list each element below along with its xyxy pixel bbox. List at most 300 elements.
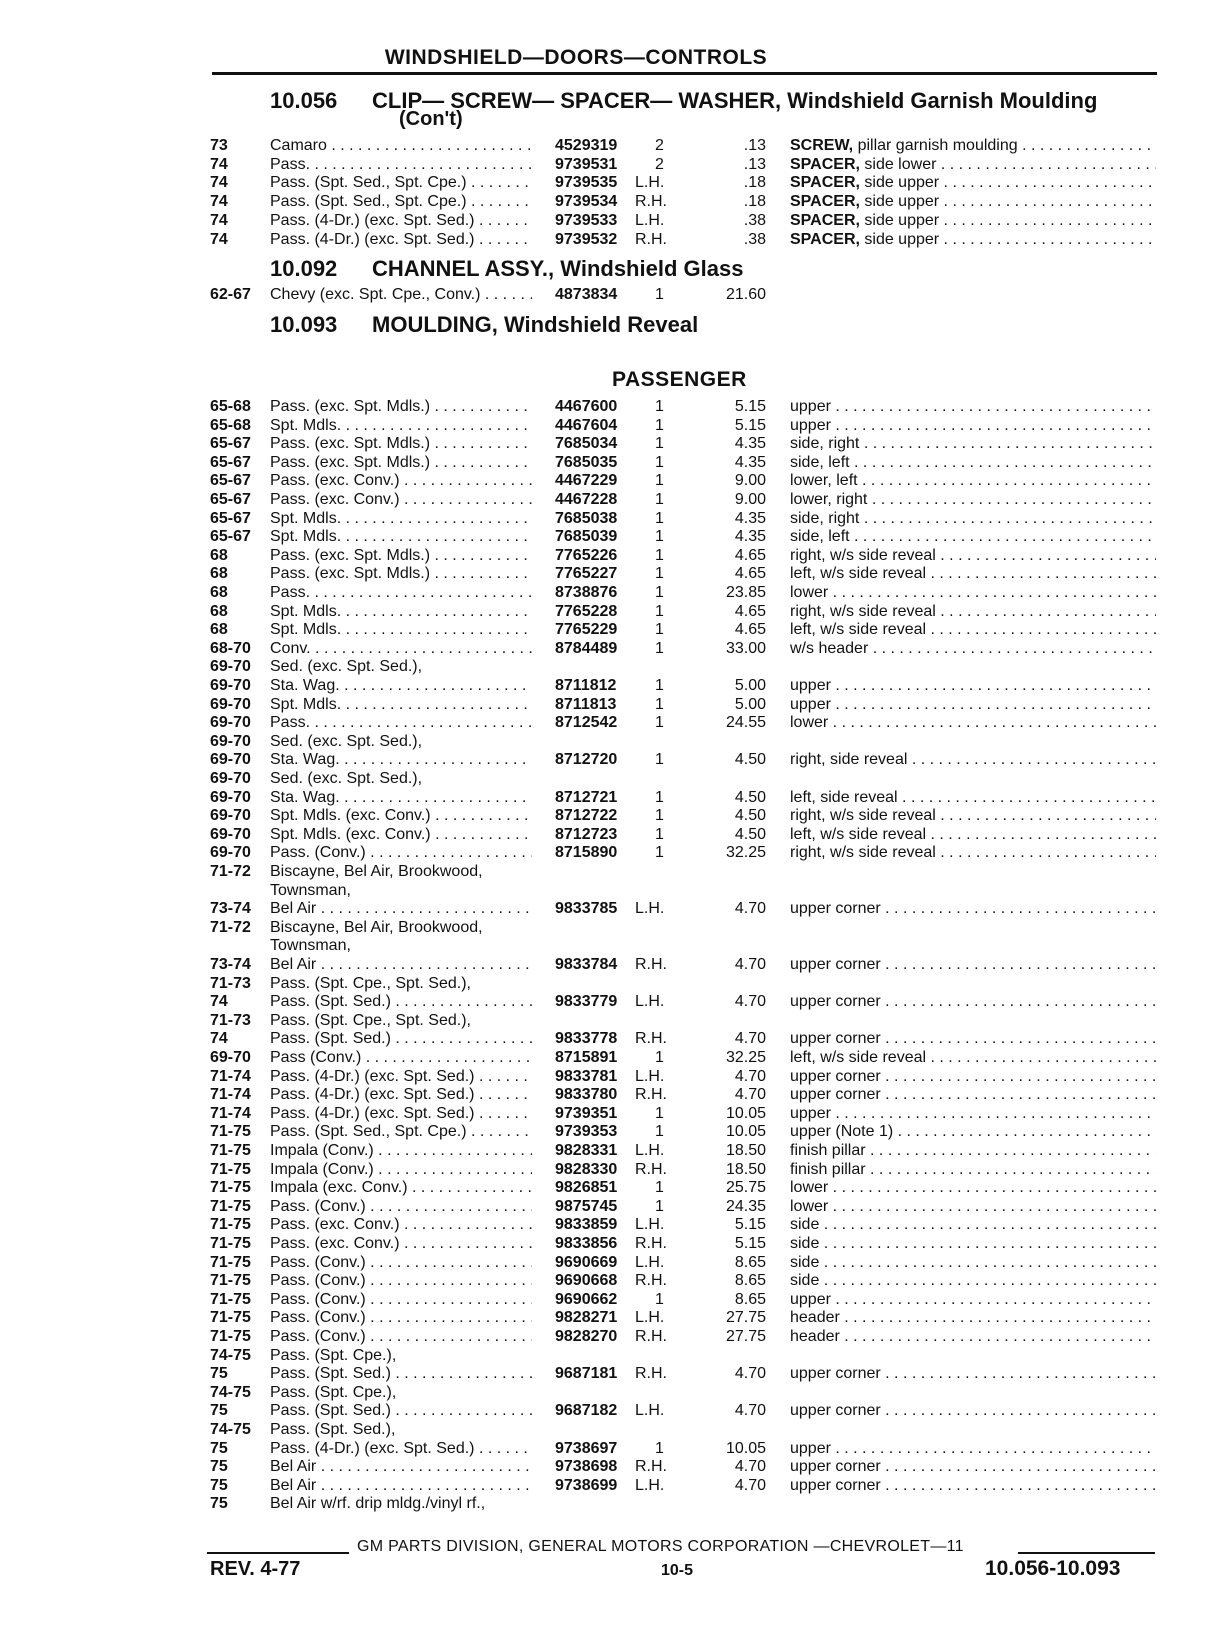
- description-cell: [790, 620, 1156, 639]
- part-number: 7685039: [555, 528, 618, 546]
- model-cell: Biscayne, Bel Air, Brookwood,: [270, 863, 483, 880]
- model-cell: Pass. (Spt. Sed., Spt. Cpe.) . . .: [270, 1122, 532, 1141]
- quantity-cell: 1: [655, 714, 664, 732]
- model-cell: Bel Air . . .: [270, 1476, 532, 1495]
- model-cell: Pass. (Spt. Cpe., Spt. Sed.),: [270, 974, 471, 992]
- part-number: 7685038: [555, 509, 618, 527]
- model-cell: Pass. (Spt. Sed., Spt. Cpe.) . . .: [270, 173, 532, 192]
- model-cell: Pass. (Spt. Cpe., Spt. Sed.),: [270, 1011, 471, 1029]
- table-row: [0, 1197, 1232, 1216]
- price-cell: 4.50: [734, 807, 766, 825]
- year-range: 71-75: [210, 1290, 251, 1308]
- price-cell: 4.70: [734, 1402, 766, 1420]
- model-cell: Spt. Mdls. . . .: [270, 416, 532, 435]
- table-row: [0, 1029, 1232, 1048]
- year-range: 74-75: [210, 1383, 251, 1401]
- model-cell: Bel Air . . .: [270, 1457, 532, 1476]
- table-row: [0, 657, 1232, 676]
- year-range: 75: [210, 1402, 228, 1420]
- description-cell: [790, 1029, 1156, 1048]
- model-cell: Bel Air . . .: [270, 899, 532, 918]
- model-cell: Sta. Wag. . . .: [270, 676, 532, 695]
- table-row: [0, 1457, 1232, 1476]
- page-title: WINDSHIELD—DOORS—CONTROLS: [384, 46, 768, 69]
- section-number: 10.092: [270, 256, 338, 281]
- table-row: [0, 1048, 1232, 1067]
- year-range: 71-75: [210, 1235, 251, 1252]
- table-row: [0, 825, 1232, 844]
- description-cell: [790, 453, 1156, 472]
- table-row: [0, 416, 1232, 435]
- model-cell: Spt. Mdls. (exc. Conv.) . . .: [270, 806, 532, 825]
- model-cell: Pass. (exc. Conv.) . . .: [270, 1215, 532, 1234]
- part-number: 4873834: [555, 286, 618, 303]
- price-cell: 10.05: [725, 1104, 766, 1122]
- part-number: 9828270: [555, 1328, 618, 1345]
- section-number: 10.056: [270, 88, 338, 113]
- table-row: [0, 732, 1232, 751]
- year-range: 69-70: [210, 714, 251, 732]
- part-number: 9738699: [555, 1476, 618, 1494]
- price-cell: 10.05: [725, 1439, 766, 1457]
- model-cell: Pass. (exc. Conv.) . . .: [270, 490, 532, 509]
- description-cell: [790, 1439, 1156, 1458]
- price-cell: 5.00: [734, 677, 766, 694]
- table-row: [0, 546, 1232, 565]
- part-number: 8715891: [555, 1049, 618, 1066]
- model-cell: Pass. (Spt. Cpe.),: [270, 1383, 397, 1401]
- part-number: 9739535: [555, 174, 618, 192]
- description-cell: [790, 546, 1156, 565]
- description-text: header: [790, 1309, 840, 1327]
- description-text: finish pillar: [790, 1142, 866, 1159]
- part-number: 8711813: [555, 695, 617, 713]
- year-range: 71-72: [210, 863, 251, 880]
- quantity-cell: 1: [655, 565, 664, 583]
- part-number: 9738697: [555, 1439, 618, 1457]
- description-text: lower: [790, 1197, 829, 1215]
- table-row: [0, 490, 1232, 509]
- year-range: 65-67: [210, 435, 251, 453]
- model-cell: Pass. (Conv.) . . .: [270, 1253, 532, 1272]
- year-range: 69-70: [210, 770, 251, 787]
- description-cell: [790, 192, 1156, 211]
- model-cell: Pass. (4-Dr.) (exc. Spt. Sed.) . . .: [270, 211, 532, 230]
- model-cell: Pass. (exc. Spt. Mdls.) . . .: [270, 397, 532, 416]
- description-cell: [790, 639, 1156, 658]
- section-continued: (Con't): [399, 108, 463, 130]
- table-row: [0, 1439, 1232, 1458]
- year-range: 71-75: [210, 1197, 251, 1215]
- table-row: [0, 676, 1232, 695]
- description-text: left, side reveal: [790, 788, 898, 806]
- description-text: side: [790, 1235, 820, 1252]
- price-cell: 5.00: [734, 695, 766, 713]
- description-text: side, left: [790, 453, 850, 471]
- table-row: [0, 564, 1232, 583]
- quantity-cell: R.H.: [635, 1235, 667, 1252]
- quantity-cell: 2: [655, 137, 664, 154]
- description-cell: [790, 899, 1156, 918]
- section-heading: [270, 88, 1097, 114]
- description-cell: [790, 136, 1156, 155]
- section-title: CLIP— SCREW— SPACER— WASHER, Windshield Garnish Moulding: [372, 88, 1098, 113]
- description-text: upper corner: [790, 1365, 881, 1383]
- description-text: w/s header: [790, 639, 869, 657]
- description-text: side, right: [790, 509, 860, 527]
- model-cell: Pass. (4-Dr.) (exc. Spt. Sed.) . . .: [270, 230, 532, 249]
- description-text: side: [790, 1216, 820, 1234]
- description-cell: [790, 1215, 1156, 1234]
- quantity-cell: R.H.: [635, 193, 667, 211]
- price-cell: 4.70: [734, 1086, 766, 1104]
- part-number: 9833785: [555, 900, 618, 918]
- table-row: [0, 1271, 1232, 1290]
- description-text: side, left: [790, 528, 850, 546]
- year-range: 68: [210, 546, 228, 564]
- model-cell: Pass. (Conv.) . . .: [270, 1197, 532, 1216]
- description-text: upper corner: [790, 1476, 881, 1494]
- model-cell: Sed. (exc. Spt. Sed.),: [270, 658, 423, 676]
- part-number: 4467600: [555, 398, 618, 415]
- quantity-cell: 1: [655, 602, 664, 620]
- year-range: 71-75: [210, 1309, 251, 1327]
- year-range: 71-72: [210, 918, 251, 936]
- section-range: 10.056-10.093: [985, 1557, 1121, 1580]
- model-cell: Spt. Mdls. . . .: [270, 695, 532, 714]
- description-text: side upper: [859, 230, 940, 248]
- description-cell: [790, 1160, 1156, 1179]
- table-row: [0, 471, 1232, 490]
- year-range: 74: [210, 193, 228, 211]
- table-row: [0, 788, 1232, 807]
- quantity-cell: R.H.: [635, 1030, 667, 1048]
- price-cell: 4.70: [734, 1067, 766, 1085]
- part-number: 9687182: [555, 1402, 618, 1420]
- part-number: 8712723: [555, 825, 618, 843]
- description-cell: [790, 1364, 1156, 1383]
- description-text: left, w/s side reveal: [790, 621, 927, 639]
- description-cell: [790, 1067, 1156, 1086]
- year-range: 75: [210, 1439, 228, 1457]
- part-number: 4467229: [555, 472, 618, 490]
- quantity-cell: 1: [655, 584, 664, 601]
- price-cell: 21.60: [725, 286, 766, 303]
- quantity-cell: 1: [655, 788, 664, 806]
- model-cell: Pass. . . .: [270, 713, 532, 732]
- year-range: 74: [210, 174, 228, 192]
- part-number: 4529319: [555, 137, 618, 154]
- model-cell: Pass. (Conv.) . . .: [270, 1308, 532, 1327]
- description-cell: [790, 1048, 1156, 1067]
- quantity-cell: 1: [655, 398, 664, 415]
- description-cell: [790, 211, 1156, 230]
- part-number: 9739351: [555, 1104, 618, 1122]
- table-row: [0, 1327, 1232, 1346]
- description-cell: [790, 434, 1156, 453]
- passenger-subheading: PASSENGER: [612, 368, 747, 391]
- part-name: SPACER,: [790, 230, 860, 248]
- table-row: [0, 806, 1232, 825]
- description-text: upper: [790, 695, 831, 713]
- part-number: 7765227: [555, 565, 618, 583]
- table-row: [0, 1178, 1232, 1197]
- description-text: side: [790, 1272, 820, 1290]
- quantity-cell: 1: [655, 677, 664, 694]
- year-range: 71-75: [210, 1160, 251, 1178]
- part-number: 9690668: [555, 1272, 618, 1290]
- part-number: 8712722: [555, 807, 618, 825]
- part-number: 8712721: [555, 788, 618, 806]
- price-cell: 9.00: [734, 472, 766, 490]
- quantity-cell: 1: [655, 286, 664, 303]
- price-cell: 8.65: [734, 1290, 766, 1308]
- year-range: 75: [210, 1495, 228, 1513]
- year-range: 71-75: [210, 1272, 251, 1290]
- table-row: [0, 1104, 1232, 1123]
- section-heading: [270, 256, 743, 282]
- quantity-cell: 1: [655, 751, 664, 769]
- description-text: upper corner: [790, 993, 881, 1011]
- model-cell: Pass. (4-Dr.) (exc. Spt. Sed.) . . .: [270, 1439, 532, 1458]
- part-number: 9739534: [555, 193, 618, 211]
- quantity-cell: 1: [655, 1179, 664, 1197]
- footer-text: GM PARTS DIVISION, GENERAL MOTORS CORPORATION —CHEVROLET—11: [357, 1538, 964, 1555]
- table-row: [0, 1215, 1232, 1234]
- description-text: side upper: [859, 174, 940, 192]
- description-text: upper (Note 1): [790, 1123, 894, 1141]
- table-row: [0, 769, 1232, 788]
- model-cell: Pass. (Spt. Sed., Spt. Cpe.) . . .: [270, 192, 532, 211]
- description-text: lower, left: [790, 472, 858, 490]
- table-row: [0, 713, 1232, 732]
- year-range: 71-74: [210, 1086, 251, 1104]
- description-cell: [790, 1122, 1156, 1141]
- part-number: 7685034: [555, 435, 618, 453]
- model-cell: Townsman,: [270, 881, 351, 899]
- part-number: 9833778: [555, 1030, 618, 1048]
- section-title: CHANNEL ASSY., Windshield Glass: [372, 256, 744, 281]
- table-row: [0, 602, 1232, 621]
- quantity-cell: 1: [655, 639, 664, 657]
- model-cell: Spt. Mdls. . . .: [270, 602, 532, 621]
- table-row: [0, 1067, 1232, 1086]
- year-range: 71-74: [210, 1104, 251, 1122]
- part-number: 7765229: [555, 621, 618, 639]
- quantity-cell: L.H.: [635, 1476, 665, 1494]
- part-number: 9833859: [555, 1216, 618, 1234]
- description-cell: [790, 602, 1156, 621]
- year-range: 69-70: [210, 751, 251, 769]
- description-text: upper corner: [790, 1030, 881, 1048]
- model-cell: Pass. . . .: [270, 583, 532, 602]
- price-cell: 32.25: [725, 844, 766, 862]
- price-cell: .13: [743, 137, 766, 154]
- year-range: 68: [210, 602, 228, 620]
- price-cell: 5.15: [734, 1235, 766, 1252]
- part-name: SPACER,: [790, 193, 860, 211]
- part-number: 9833784: [555, 956, 618, 973]
- price-cell: 23.85: [725, 584, 766, 601]
- price-cell: 4.35: [734, 453, 766, 471]
- description-text: lower, right: [790, 491, 868, 508]
- description-cell: [790, 676, 1156, 695]
- quantity-cell: 1: [655, 435, 664, 453]
- price-cell: 4.65: [734, 602, 766, 620]
- table-row: [0, 1122, 1232, 1141]
- quantity-cell: L.H.: [635, 174, 665, 192]
- quantity-cell: 1: [655, 1290, 664, 1308]
- model-cell: Pass. (Spt. Cpe.),: [270, 1346, 397, 1364]
- price-cell: .38: [743, 211, 766, 229]
- quantity-cell: 1: [655, 1123, 664, 1141]
- part-number: 8712542: [555, 714, 618, 732]
- price-cell: 9.00: [734, 491, 766, 508]
- year-range: 69-70: [210, 825, 251, 843]
- price-cell: 33.00: [725, 639, 766, 657]
- part-number: 9828331: [555, 1142, 618, 1159]
- model-cell: Pass. (Conv.) . . .: [270, 843, 532, 862]
- model-cell: Spt. Mdls. . . .: [270, 620, 532, 639]
- year-range: 71-75: [210, 1142, 251, 1159]
- part-number: 9833779: [555, 993, 618, 1011]
- model-cell: Pass. (Spt. Sed.),: [270, 1421, 396, 1438]
- model-cell: Pass. (exc. Spt. Mdls.) . . .: [270, 434, 532, 453]
- description-text: upper: [790, 398, 831, 415]
- model-cell: Pass. . . .: [270, 155, 532, 174]
- model-cell: Spt. Mdls. (exc. Conv.) . . .: [270, 825, 532, 844]
- quantity-cell: R.H.: [635, 956, 667, 973]
- description-text: lower: [790, 1179, 829, 1197]
- quantity-cell: 1: [655, 807, 664, 825]
- model-cell: Pass. (Spt. Sed.) . . .: [270, 1364, 532, 1383]
- quantity-cell: R.H.: [635, 1328, 667, 1345]
- year-range: 74: [210, 1030, 228, 1048]
- footer-rule-left: [207, 1552, 349, 1554]
- quantity-cell: L.H.: [635, 1067, 665, 1085]
- year-range: 65-67: [210, 491, 251, 508]
- model-cell: Pass. (exc. Spt. Mdls.) . . .: [270, 546, 532, 565]
- description-cell: [790, 1290, 1156, 1309]
- description-text: left, w/s side reveal: [790, 825, 927, 843]
- description-cell: [790, 1085, 1156, 1104]
- table-row: [0, 992, 1232, 1011]
- quantity-cell: L.H.: [635, 211, 665, 229]
- year-range: 73-74: [210, 900, 251, 918]
- model-cell: Bel Air w/rf. drip mldg./vinyl rf.,: [270, 1495, 486, 1513]
- part-number: 8715890: [555, 844, 618, 862]
- description-cell: [790, 471, 1156, 490]
- description-text: left, w/s side reveal: [790, 1049, 927, 1066]
- part-number: 9739532: [555, 230, 618, 248]
- year-range: 74-75: [210, 1421, 251, 1438]
- description-cell: [790, 1141, 1156, 1160]
- description-cell: [790, 992, 1156, 1011]
- price-cell: 5.15: [734, 416, 766, 434]
- table-row: [0, 1160, 1232, 1179]
- quantity-cell: 1: [655, 509, 664, 527]
- table-row: [0, 862, 1232, 881]
- description-cell: [790, 583, 1156, 602]
- model-cell: Sed. (exc. Spt. Sed.),: [270, 770, 423, 787]
- quantity-cell: R.H.: [635, 1160, 667, 1178]
- description-text: finish pillar: [790, 1160, 866, 1178]
- quantity-cell: 1: [655, 844, 664, 862]
- description-cell: [790, 806, 1156, 825]
- year-range: 74-75: [210, 1346, 251, 1364]
- year-range: 71-73: [210, 974, 251, 992]
- model-cell: Spt. Mdls. . . .: [270, 527, 532, 546]
- quantity-cell: L.H.: [635, 1142, 665, 1159]
- model-cell: Impala (Conv.) . . .: [270, 1141, 532, 1160]
- quantity-cell: 1: [655, 453, 664, 471]
- description-text: upper corner: [790, 1086, 881, 1104]
- quantity-cell: L.H.: [635, 1216, 665, 1234]
- quantity-cell: R.H.: [635, 230, 667, 248]
- quantity-cell: L.H.: [635, 1402, 665, 1420]
- price-cell: 27.75: [725, 1309, 766, 1327]
- table-row: [0, 620, 1232, 639]
- quantity-cell: L.H.: [635, 900, 665, 918]
- quantity-cell: 1: [655, 546, 664, 564]
- year-range: 65-68: [210, 416, 251, 434]
- model-cell: Bel Air . . .: [270, 955, 532, 974]
- price-cell: 4.50: [734, 825, 766, 843]
- table-row: [0, 453, 1232, 472]
- description-cell: [790, 1271, 1156, 1290]
- year-range: 69-70: [210, 807, 251, 825]
- table-row: [0, 434, 1232, 453]
- table-row: [0, 509, 1232, 528]
- part-number: 9739353: [555, 1123, 618, 1141]
- price-cell: 24.35: [725, 1197, 766, 1215]
- year-range: 75: [210, 1458, 228, 1476]
- description-cell: [790, 397, 1156, 416]
- year-range: 68-70: [210, 639, 251, 657]
- year-range: 65-67: [210, 472, 251, 490]
- description-text: side lower: [859, 155, 937, 173]
- quantity-cell: 1: [655, 1104, 664, 1122]
- price-cell: 4.35: [734, 435, 766, 453]
- model-cell: Sta. Wag. . . .: [270, 788, 532, 807]
- part-name: SPACER,: [790, 155, 860, 173]
- model-cell: Camaro . . .: [270, 136, 532, 155]
- year-range: 71-75: [210, 1216, 251, 1234]
- price-cell: .38: [743, 230, 766, 248]
- model-cell: Chevy (exc. Spt. Cpe., Conv.) . . .: [270, 285, 532, 304]
- quantity-cell: 2: [655, 155, 664, 173]
- description-text: right, w/s side reveal: [790, 546, 936, 564]
- model-cell: Conv. . . .: [270, 639, 532, 658]
- quantity-cell: L.H.: [635, 993, 665, 1011]
- price-cell: .18: [743, 193, 766, 211]
- description-text: side, right: [790, 435, 860, 453]
- table-row: [0, 974, 1232, 993]
- table-row: [0, 136, 1232, 155]
- description-text: side upper: [859, 193, 940, 211]
- revision-date: REV. 4-77: [210, 1558, 301, 1580]
- description-text: header: [790, 1328, 840, 1345]
- year-range: 73-74: [210, 956, 251, 973]
- model-cell: Pass. (Conv.) . . .: [270, 1271, 532, 1290]
- table-row: [0, 1476, 1232, 1495]
- year-range: 69-70: [210, 1049, 251, 1066]
- year-range: 71-75: [210, 1253, 251, 1271]
- quantity-cell: 1: [655, 621, 664, 639]
- price-cell: 4.70: [734, 1476, 766, 1494]
- table-row: [0, 173, 1232, 192]
- year-range: 74: [210, 211, 228, 229]
